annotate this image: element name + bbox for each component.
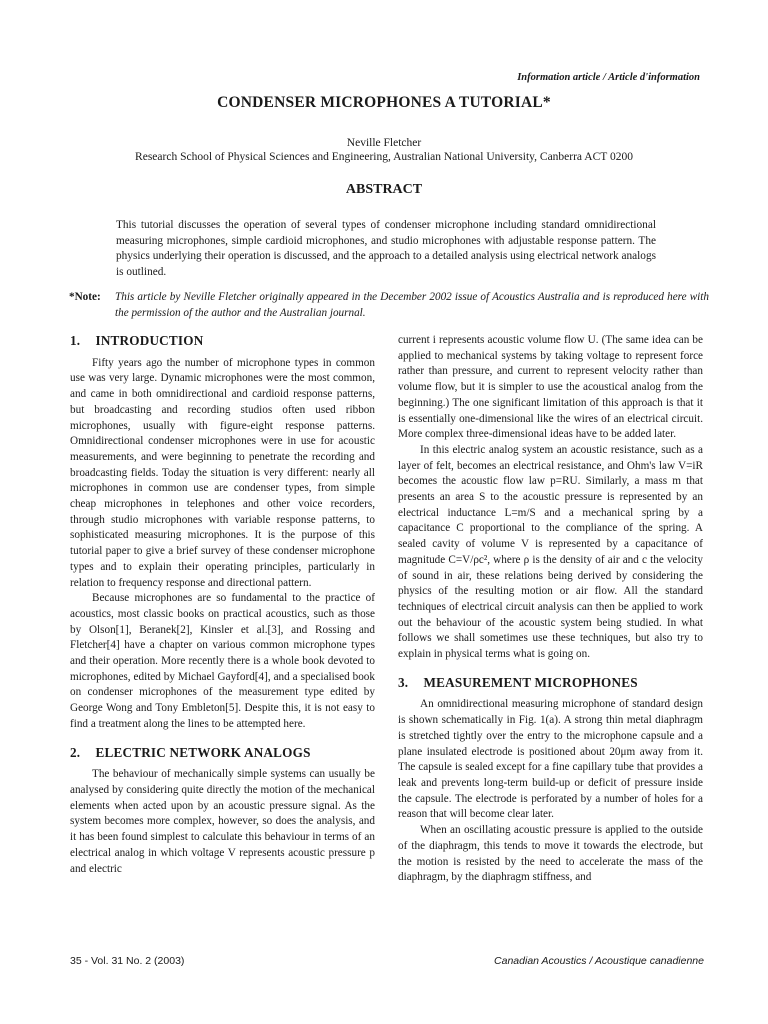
author-affiliation: Research School of Physical Sciences and Engineering, Australian National University, Canberra ACT 0200: [135, 151, 633, 163]
paragraph: When an oscillating acoustic pressure is applied to the outside of the diaphragm, this tends to move it towards the electrode, but the motion is resisted by the need to accelerate the mass of the diaphragm, by the diaphragm stiffness, and: [398, 824, 703, 884]
note-label: *Note:: [69, 291, 101, 303]
article-category: Information article / Article d'information: [517, 72, 700, 83]
section-heading-measurement-microphones: [398, 675, 703, 691]
abstract-text: This tutorial discusses the operation of several types of condenser microphone including standard omnidirectional measuring microphones, simple cardioid microphones, and studio microphones with adjustable response pattern. The physics underlying their operation is discussed, and the approach to a detailed analysis using electrical network analogs is outlined.: [116, 219, 656, 278]
section-title: MEASUREMENT MICROPHONES: [423, 674, 638, 690]
abstract-heading: ABSTRACT: [345, 182, 423, 197]
republication-note: [69, 290, 709, 321]
paragraph: current i represents acoustic volume flow U. (The same idea can be applied to mechanical systems by taking voltage to represent force rather than pressure, and current to represent velocity rather than volume flow, but it is simpler to use the acoustical analog from the beginning.) The one significant limitation of this approach is that it is essentially one-dimensional like the wires of an electrical circuit. More complex three-dimensional ideas have to be added later.: [398, 334, 703, 441]
abstract-block: [116, 218, 656, 280]
left-column: [70, 333, 375, 877]
section-number: 1.: [70, 333, 81, 348]
section-number: 2.: [70, 744, 81, 760]
page-footer-journal: Canadian Acoustics / Acoustique canadienne: [494, 955, 704, 967]
paragraph: Because microphones are so fundamental to the practice of acoustics, most classic books on practical acoustics, such as those by Olson[1], Beranek[2], Kinsler et al.[3], and Rossing and Fletcher[4] have a chapter on various common microphone types and their operation. More recently there is a whole book devoted to microphones, edited by Michael Gayford[4], and a specialised book on condenser microphones of the measurement type edited by George Wong and Tony Embleton[5]. Despite this, it is not easy to find a treatment along the lines to be attempted here.: [70, 592, 375, 730]
paragraph: An omnidirectional measuring microphone of standard design is shown schematically in Fig. 1(a). A strong thin metal diaphragm is stretched tightly over the entry to the microphone capsule and a plane insulated electrode is positioned about 20μm away from it. The capsule is sealed except for a fine capillary tube that provides a leak and prevents long-term build-up or deficit of pressure inside the capsule. The electrode is perforated by a number of holes for a reason that will become clear later.: [398, 698, 703, 821]
section-title: INTRODUCTION: [95, 333, 204, 348]
paragraph: In this electric analog system an acoustic resistance, such as a layer of felt, becomes an electrical resistance, and Ohm's law V=iR becomes the acoustic flow law p=RU. Similarly, a mass m that presents an area S to the acoustic pressure is represented by an electrical inductance L=m/S and a mechanical spring by a capacitance C proportional to the compliance of the spring. A sealed cavity of volume V is represented by a capacitance of magnitude C=V/ρc², where ρ is the density of air and c the velocity of sound in air, these relations being derived by considering the physics of the resulting motion or air flow. All the standard techniques of electrical circuit analysis can then be applied to work out the behaviour of the acoustic system being studied. In what follows we shall sometimes use these techniques, but also try to explain in physical terms what is going on.: [398, 443, 703, 661]
right-column: [398, 333, 703, 886]
page-footer-volume: 35 - Vol. 31 No. 2 (2003): [70, 955, 185, 967]
paragraph: The behaviour of mechanically simple systems can usually be analysed by considering quite directly the motion of the mechanical elements when acted upon by an acoustic pressure signal. As the system becomes more complex, however, so does the analysis, and it has been found simplest to calculate this behaviour in terms of an electrical analog in which voltage V represents acoustic pressure p and electric: [70, 768, 375, 875]
note-text: This article by Neville Fletcher originally appeared in the December 2002 issue of Acoustics Australia and is reproduced here with the permission of the author and the Australian journal.: [115, 291, 709, 319]
paragraph: Fifty years ago the number of microphone types in common use was very large. Dynamic microphones were the most common, and came in both omnidirectional and cardioid response patterns, but broadcasting and recording studios often used ribbon microphones, usually with figure-eight response patterns. Omnidirectional condenser microphones were in use for acoustic measurements, and were beginning to penetrate the recording and broadcasting fields. Today the situation is very different: nearly all microphones in common use are condenser types, from simple cheap microphones in telephones and other voice recorders, through studio microphones with variable response patterns, to sophisticated measuring microphones. It is the purpose of this tutorial paper to give a brief survey of these condenser microphone types and to explain their operating principles, particularly in relation to frequency response and directional pattern.: [70, 356, 375, 589]
article-title: CONDENSER MICROPHONES A TUTORIAL*: [217, 94, 551, 111]
section-heading-electric-network-analogs: [70, 745, 375, 761]
section-title: ELECTRIC NETWORK ANALOGS: [95, 744, 311, 760]
author-name: Neville Fletcher: [346, 137, 422, 149]
section-heading-introduction: [70, 333, 375, 349]
section-number: 3.: [398, 674, 409, 690]
